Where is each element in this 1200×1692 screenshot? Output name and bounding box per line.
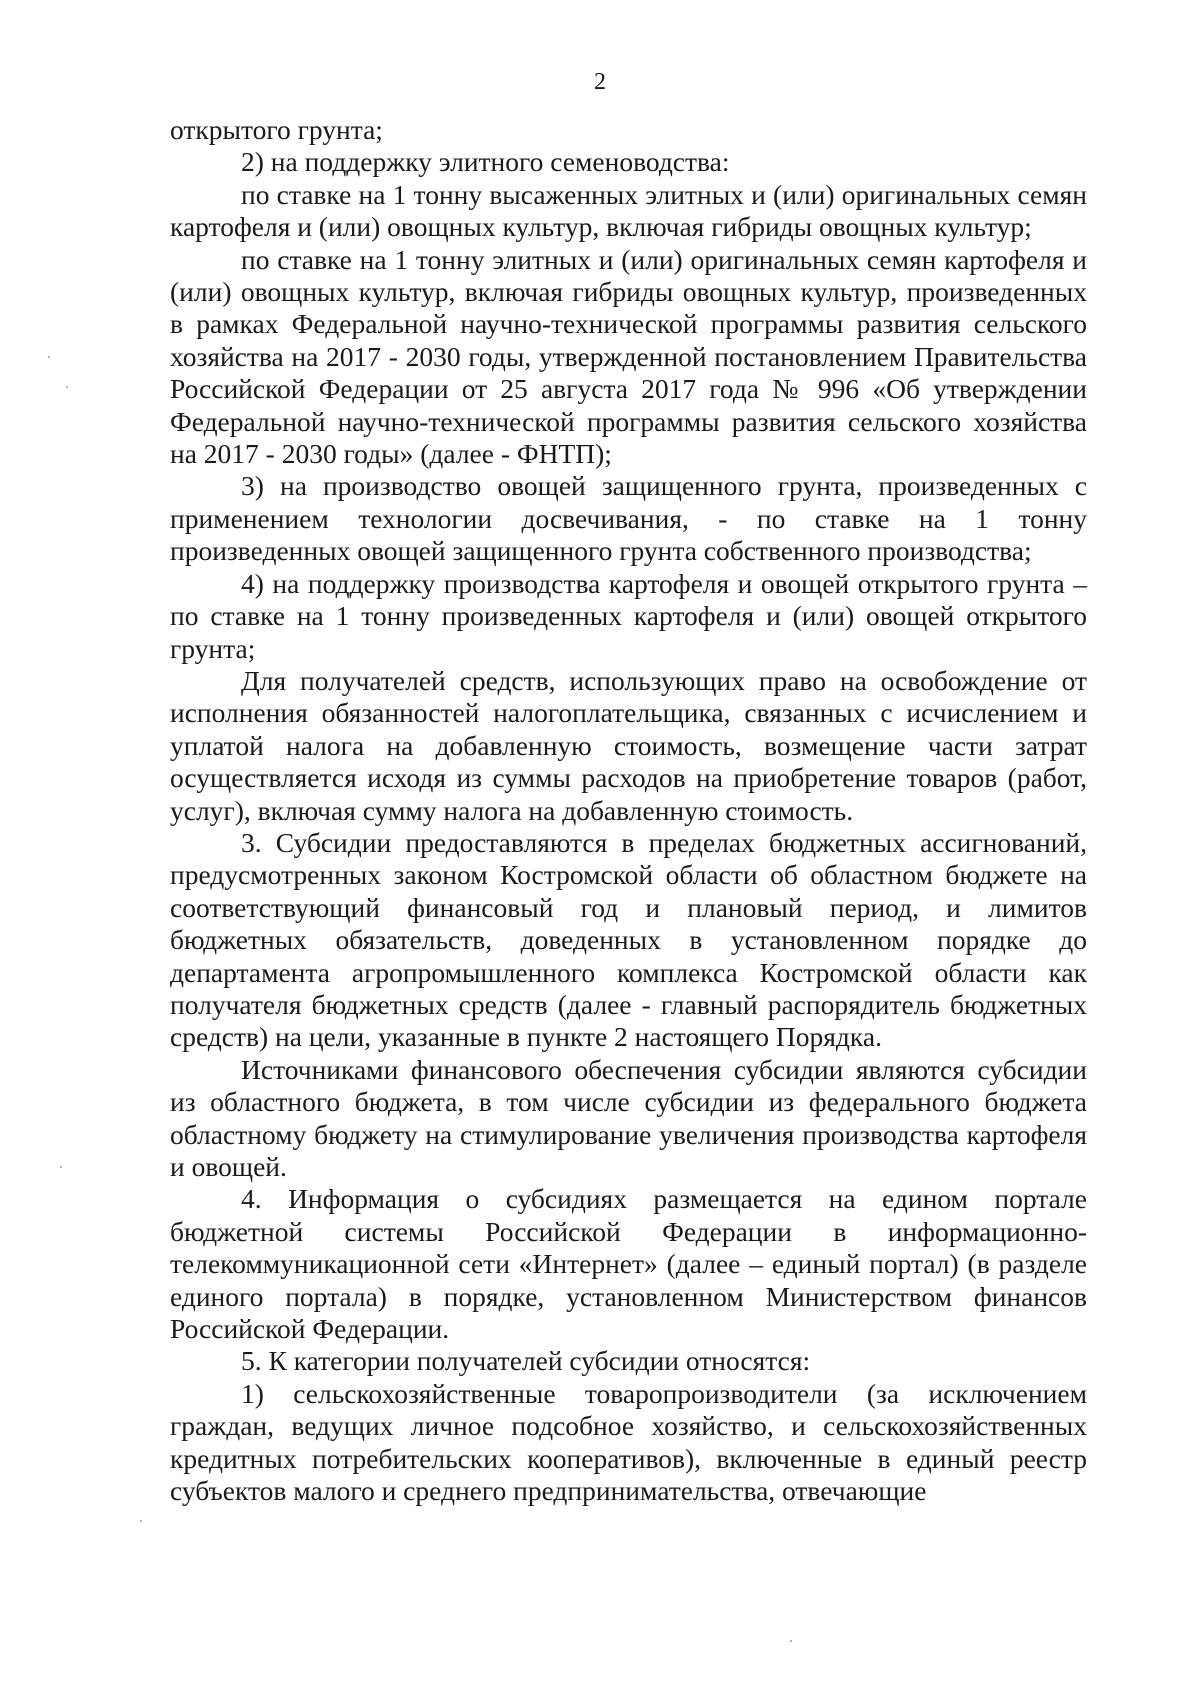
paragraph-section-3: 3. Субсидии предоставляются в пределах бюджетных ассигнований, предусмотренных законом Костромской области об областном бюджете на соответствующий финансовый год и плановый период, и лимитов бюджетных обязательств, доведенных в установленном порядке до департамента агропромышленного комплекса Костромской области как получателя бюджетных средств (далее - главный распорядитель бюджетных средств) на цели, указанные в пункте 2 настоящего Порядка. [170, 826, 1087, 1053]
scan-speck [140, 1520, 142, 1522]
scan-speck [66, 386, 68, 388]
paragraph-recipients-item-1: 1) сельскохозяйственные товаропроизводители (за исключением граждан, ведущих личное подсобное хозяйство, и сельскохозяйственных кредитных потребительских кооперативов), включенные в единый реестр субъектов малого и среднего предпринимательства, отвечающие [170, 1377, 1087, 1507]
paragraph-vat-exemption: Для получателей средств, использующих право на освобождение от исполнения обязанностей налогоплательщика, связанных с исчислением и уплатой налога на добавленную стоимость, возмещение части затрат осуществляется исходя из суммы расходов на приобретение товаров (работ, услуг), включая сумму налога на добавленную стоимость. [170, 664, 1087, 826]
paragraph-item-2: 2) на поддержку элитного семеноводства: [241, 146, 730, 178]
scan-speck [60, 1166, 62, 1168]
scan-speck [790, 1640, 792, 1642]
paragraph-funding-sources: Источниками финансового обеспечения субсидии являются субсидии из областного бюджета, в том числе субсидии из федерального бюджета областному бюджету на стимулирование увеличения производства картофеля и овощей. [170, 1053, 1087, 1182]
paragraph-section-4: 4. Информация о субсидиях размещается на едином портале бюджетной системы Российской Федерации в информационно-телекоммуникационной сети «Интернет» (далее – единый портал) (в разделе единого портала) в порядке, установленном Министерством финансов Российской Федерации. [170, 1183, 1087, 1345]
document-body [170, 114, 1087, 1507]
paragraph-rate-planted-seeds: по ставке на 1 тонну высаженных элитных и (или) оригинальных семян картофеля и (или) овощных культур, включая гибриды овощных культур; [170, 178, 1087, 243]
paragraph-item-3: 3) на производство овощей защищенного грунта, произведенных с применением технологии досвечивания, - по ставке на 1 тонну произведенных овощей защищенного грунта собственного производства; [170, 470, 1087, 567]
page-number: 2 [594, 69, 606, 95]
paragraph-item-4: 4) на поддержку производства картофеля и овощей открытого грунта – по ставке на 1 тонну произведенных картофеля и (или) овощей открытого грунта; [170, 567, 1087, 664]
scan-speck [48, 356, 50, 358]
paragraph-continuation: открытого грунта; [170, 114, 383, 145]
paragraph-section-5: 5. К категории получателей субсидии относятся: [241, 1345, 811, 1377]
paragraph-rate-fntp-seeds: по ставке на 1 тонну элитных и (или) оригинальных семян картофеля и (или) овощных культур, включая гибриды овощных культур, произведенных в рамках Федеральной научно-технической программы развития сельского хозяйства на 2017 - 2030 годы, утвержденной постановлением Правительства Российской Федерации от 25 августа 2017 года № 996 «Об утверждении Федеральной научно-технической программы развития сельского хозяйства на 2017 - 2030 годы» (далее - ФНТП); [170, 243, 1087, 470]
